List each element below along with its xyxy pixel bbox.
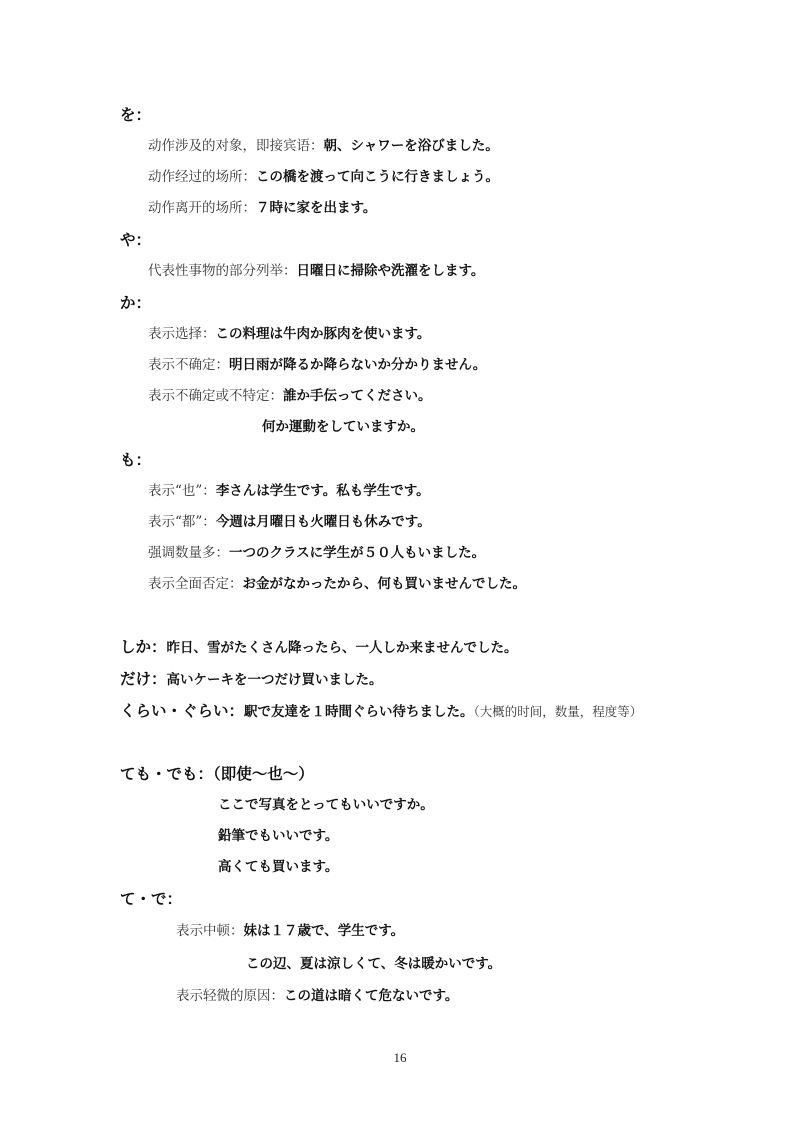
entry-temo-2: 鉛筆でもいいです。 (218, 828, 339, 844)
entry-ka-2 (148, 356, 486, 374)
entry-ya-1 (148, 262, 484, 280)
entry-temo-1: ここで写真をとってもいいですか。 (218, 797, 434, 813)
heading-ya: や： (120, 231, 152, 249)
heading-kurai: くらい・ぐらい： (120, 702, 245, 720)
entry-example: 今週は月曜日も火曜日も休みです。 (215, 514, 431, 530)
entry-example: お金がなかったから、何も買いませんでした。 (242, 576, 526, 592)
entry-label: 表示“都”： (148, 514, 216, 530)
entry-ka-3 (148, 387, 432, 405)
entry-ka-1 (148, 325, 430, 343)
entry-example: 李さんは学生です。私も学生です。 (215, 483, 430, 499)
entry-example: 朝、シャワーを浴びました。 (323, 138, 499, 154)
entry-label: 强调数量多： (148, 545, 229, 561)
heading-temo: ても・でも：（即使～也～） (120, 765, 314, 783)
entry-note: （大概的时间，数量，程度等） (473, 704, 643, 719)
entry-label: 表示选择： (148, 326, 216, 342)
entry-example: 誰か手伝ってください。 (283, 388, 432, 404)
entry-label: 表示“也”： (148, 483, 216, 499)
entry-tede-1 (176, 922, 404, 940)
entry-example: ７時に家を出ます。 (256, 200, 377, 216)
entry-wo-3 (148, 199, 376, 217)
entry-kurai (120, 702, 642, 721)
entry-mo-3 (148, 544, 485, 562)
entry-label: 表示中顿： (176, 923, 244, 939)
heading-mo: も： (120, 451, 152, 469)
entry-wo-1 (148, 137, 499, 155)
entry-temo-3: 高くても買います。 (218, 859, 339, 875)
entry-label: 表示不确定或不特定： (148, 388, 283, 404)
entry-example: 妹は１７歳で、学生です。 (243, 923, 405, 939)
entry-example: 日曜日に掃除や洗濯をします。 (296, 263, 485, 279)
entry-mo-1 (148, 482, 430, 500)
entry-wo-2 (148, 168, 499, 186)
entry-label: 表示轻微的原因： (176, 988, 284, 1004)
heading-tede: て・で： (120, 890, 183, 908)
heading-ka: か： (120, 294, 152, 312)
heading-shika: しか： (120, 638, 167, 656)
entry-label: 表示全面否定： (148, 576, 243, 592)
entry-mo-2 (148, 513, 431, 531)
entry-tede-2 (176, 987, 458, 1005)
entry-example: この道は暗くて危ないです。 (284, 988, 459, 1004)
entry-label: 表示不确定： (148, 357, 229, 373)
entry-label: 代表性事物的部分列举： (148, 263, 297, 279)
heading-dake: だけ： (120, 670, 167, 688)
entry-example: この料理は牛肉か豚肉を使います。 (215, 326, 431, 342)
entry-shika (120, 638, 518, 657)
page-number: 16 (393, 1050, 407, 1065)
entry-label: 动作经过的场所： (148, 169, 256, 185)
entry-label: 动作离开的场所： (148, 200, 256, 216)
entry-example: 一つのクラスに学生が５０人もいました。 (229, 545, 486, 561)
entry-example: この橋を渡って向こうに行きましょう。 (256, 169, 499, 185)
entry-mo-4 (148, 575, 526, 593)
entry-example: 高いケーキを一つだけ買いました。 (166, 672, 383, 688)
entry-example: 駅で友達を１時間ぐらい待ちました。 (244, 704, 474, 720)
entry-label: 动作涉及的对象，即接宾语： (148, 138, 324, 154)
entry-tede-extra: この辺、夏は涼しくて、冬は暖かいです。 (246, 956, 502, 972)
entry-example: 昨日、雪がたくさん降ったら、一人しか来ませんでした。 (166, 640, 518, 656)
heading-wo: を： (120, 106, 152, 124)
entry-example: 明日雨が降るか降らないか分かりません。 (229, 357, 487, 373)
entry-dake (120, 670, 383, 689)
entry-ka-extra: 何か運動をしていますか。 (262, 419, 424, 435)
